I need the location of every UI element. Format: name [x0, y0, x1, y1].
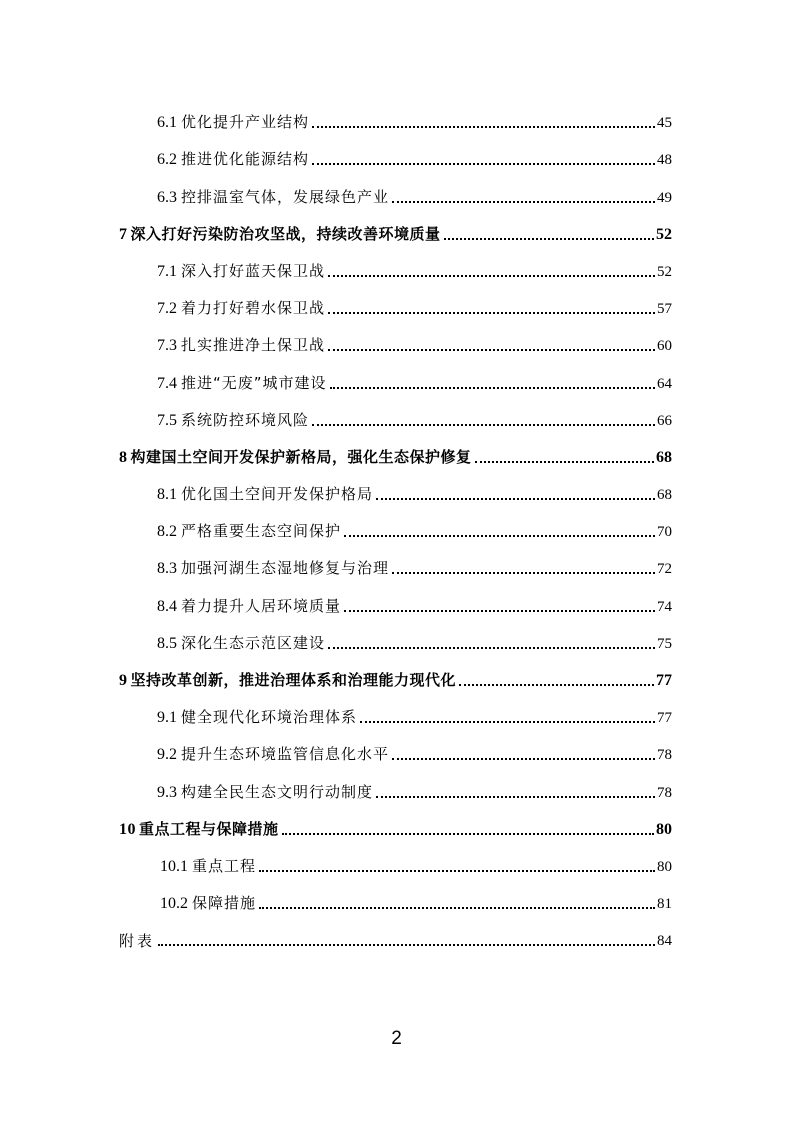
toc-entry-title: 附表: [119, 932, 156, 951]
toc-entry-label: [157, 149, 309, 176]
toc-entry-number: 9.2: [157, 746, 177, 764]
toc-entry-page-number: 80: [656, 820, 672, 838]
toc-entry-label: [157, 633, 325, 660]
dot-leader: [259, 907, 655, 909]
toc-appendix-entry[interactable]: [119, 920, 672, 957]
toc-entry-number: 8.4: [157, 597, 177, 615]
toc-entry-number: 7.2: [157, 300, 177, 318]
toc-entry-title: 系统防控环境风险: [181, 410, 310, 429]
toc-chapter-entry[interactable]: [119, 214, 672, 251]
toc-section-entry[interactable]: [119, 102, 672, 139]
toc-section-entry[interactable]: [119, 176, 672, 213]
toc-entry-page-number: 60: [657, 338, 672, 355]
dot-leader: [312, 126, 655, 128]
dot-leader: [158, 944, 655, 946]
toc-entry-number: 10: [119, 820, 136, 838]
toc-entry-title: 着力打好碧水保卫战: [181, 299, 326, 318]
toc-section-entry[interactable]: [119, 139, 672, 176]
toc-entry-title: 深入打好污染防治攻坚战，持续改善环境质量: [130, 224, 441, 243]
toc-entry-page-number: 72: [657, 561, 672, 578]
toc-entry-title: 提升生态环境监管信息化水平: [181, 745, 390, 764]
toc-entry-title: 优化提升产业结构: [181, 113, 310, 132]
toc-entry-title: 保障措施: [192, 894, 257, 913]
toc-entry-number: 8.3: [157, 560, 177, 578]
toc-entry-label: [160, 893, 256, 920]
toc-entry-label: [157, 521, 341, 548]
toc-section-entry[interactable]: [119, 362, 672, 399]
toc-chapter-entry[interactable]: [119, 660, 672, 697]
toc-entry-number: 10.1: [160, 857, 188, 875]
toc-entry-title: 推进优化能源结构: [181, 150, 310, 169]
toc-entry-number: 6.3: [157, 188, 177, 206]
toc-entry-number: 9.3: [157, 783, 177, 801]
toc-entry-title: 推进“无废”城市建设: [181, 373, 327, 392]
toc-entry-number: 6.2: [157, 151, 177, 169]
toc-entry-title: 坚持改革创新，推进治理体系和治理能力现代化: [130, 671, 457, 689]
dot-leader: [392, 201, 655, 203]
toc-entry-number: 8.1: [157, 486, 177, 504]
dot-leader: [392, 572, 655, 574]
toc-entry-title: 优化国土空间开发保护格局: [181, 485, 374, 504]
toc-section-entry[interactable]: [119, 288, 672, 325]
toc-entry-page-number: 80: [657, 858, 672, 875]
toc-section-entry[interactable]: [119, 883, 672, 920]
toc-entry-label: [157, 707, 357, 734]
toc-entry-page-number: 75: [657, 635, 672, 652]
toc-entry-label: [157, 298, 325, 325]
toc-section-entry[interactable]: [119, 474, 672, 511]
toc-section-entry[interactable]: [119, 585, 672, 622]
toc-entry-number: 7.5: [157, 411, 177, 429]
toc-entry-title: 控排温室气体，发展绿色产业: [181, 187, 390, 206]
toc-entry-title: 重点工程: [192, 856, 257, 875]
toc-entry-title: 加强河湖生态湿地修复与治理: [181, 559, 390, 578]
toc-entry-page-number: 77: [657, 710, 672, 727]
dot-leader: [312, 424, 655, 426]
dot-leader: [328, 349, 655, 351]
toc-entry-label: [157, 782, 373, 809]
toc-entry-label: [119, 931, 155, 957]
toc-entry-title: 扎实推进净土保卫战: [181, 336, 326, 355]
dot-leader: [328, 312, 655, 314]
dot-leader: [444, 238, 654, 240]
toc-entry-label: [119, 819, 279, 846]
toc-entry-page-number: 77: [656, 672, 672, 689]
toc-entry-page-number: 78: [657, 784, 672, 801]
toc-entry-label: [157, 744, 389, 771]
toc-entry-label: [157, 373, 327, 400]
toc-chapter-entry[interactable]: [119, 809, 672, 846]
toc-entry-number: 7: [119, 225, 128, 243]
toc-entry-label: [119, 224, 441, 251]
toc-section-entry[interactable]: [119, 623, 672, 660]
toc-entry-title: 深入打好蓝天保卫战: [181, 261, 326, 280]
table-of-contents: [119, 102, 672, 957]
toc-entry-page-number: 48: [657, 152, 672, 169]
toc-entry-label: [157, 261, 325, 288]
toc-entry-number: 9: [119, 672, 128, 689]
toc-entry-number: 7.1: [157, 262, 177, 280]
toc-entry-page-number: 64: [657, 375, 672, 392]
toc-entry-title: 重点工程与保障措施: [139, 819, 279, 838]
toc-section-entry[interactable]: [119, 734, 672, 771]
dot-leader: [328, 275, 655, 277]
toc-entry-title: 构建全民生态文明行动制度: [181, 782, 374, 801]
page-number: 2: [391, 1028, 402, 1049]
dot-leader: [392, 758, 655, 760]
toc-entry-label: [160, 856, 256, 883]
toc-entry-page-number: 52: [656, 225, 672, 243]
toc-section-entry[interactable]: [119, 251, 672, 288]
toc-entry-label: [119, 670, 456, 697]
dot-leader: [259, 870, 655, 872]
toc-entry-page-number: 74: [657, 598, 672, 615]
toc-entry-label: [119, 447, 472, 474]
toc-entry-label: [157, 335, 325, 362]
toc-section-entry[interactable]: [119, 697, 672, 734]
toc-entry-page-number: 66: [657, 412, 672, 429]
dot-leader: [475, 461, 654, 463]
toc-entry-title: 严格重要生态空间保护: [181, 522, 342, 541]
toc-entry-page-number: 45: [657, 115, 672, 132]
toc-entry-number: 7.4: [157, 374, 177, 392]
toc-entry-label: [157, 484, 373, 511]
toc-chapter-entry[interactable]: [119, 437, 672, 474]
toc-entry-label: [157, 187, 389, 214]
toc-entry-number: 8.2: [157, 523, 177, 541]
dot-leader: [344, 535, 655, 537]
toc-entry-label: [157, 558, 389, 585]
toc-section-entry[interactable]: [119, 325, 672, 362]
toc-entry-page-number: 57: [657, 301, 672, 318]
toc-entry-number: 10.2: [160, 895, 188, 913]
toc-section-entry[interactable]: [119, 771, 672, 808]
dot-leader: [330, 387, 655, 389]
toc-section-entry[interactable]: [119, 400, 672, 437]
toc-entry-number: 8.5: [157, 634, 177, 652]
toc-entry-number: 6.1: [157, 114, 177, 132]
toc-entry-page-number: 70: [657, 524, 672, 541]
toc-section-entry[interactable]: [119, 548, 672, 585]
toc-entry-title: 着力提升人居环境质量: [181, 596, 342, 615]
toc-entry-page-number: 68: [657, 487, 672, 504]
dot-leader: [376, 498, 655, 500]
dot-leader: [459, 684, 654, 686]
dot-leader: [360, 721, 655, 723]
toc-entry-label: [157, 596, 341, 623]
toc-entry-number: 7.3: [157, 337, 177, 355]
toc-entry-page-number: 68: [656, 448, 672, 466]
toc-entry-page-number: 52: [657, 263, 672, 280]
toc-entry-page-number: 84: [657, 933, 672, 950]
toc-section-entry[interactable]: [119, 511, 672, 548]
dot-leader: [328, 647, 655, 649]
toc-entry-page-number: 49: [657, 189, 672, 206]
toc-entry-title: 深化生态示范区建设: [181, 633, 326, 652]
dot-leader: [312, 163, 655, 165]
toc-entry-number: 8: [119, 448, 128, 466]
toc-entry-page-number: 81: [657, 896, 672, 913]
toc-entry-label: [157, 112, 309, 139]
toc-section-entry[interactable]: [119, 846, 672, 883]
dot-leader: [282, 833, 654, 835]
toc-entry-label: [157, 410, 309, 437]
toc-entry-title: 构建国土空间开发保护新格局，强化生态保护修复: [130, 447, 472, 466]
toc-entry-number: 9.1: [157, 709, 177, 727]
dot-leader: [376, 796, 655, 798]
toc-entry-page-number: 78: [657, 747, 672, 764]
toc-entry-title: 健全现代化环境治理体系: [181, 708, 358, 727]
dot-leader: [344, 610, 655, 612]
